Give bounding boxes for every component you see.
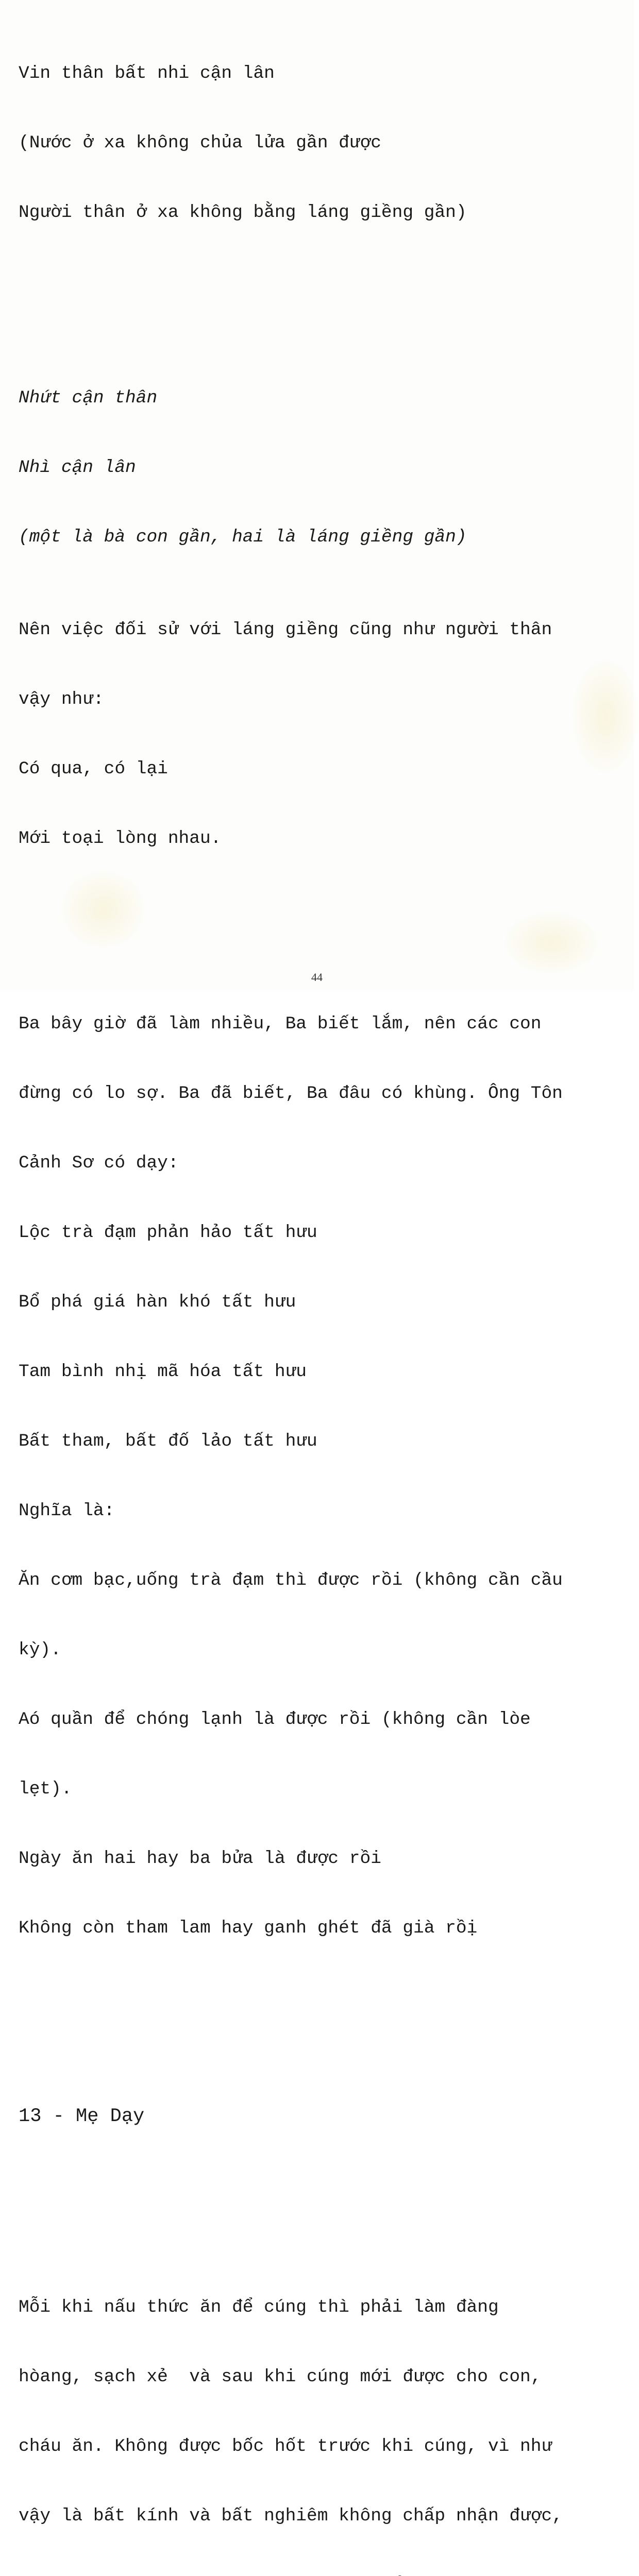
text-line: hòang, sạch xẻ và sau khi cúng mới được cho con,: [19, 2367, 542, 2387]
section-heading: 13 - Mẹ Dạy: [19, 2106, 145, 2127]
paragraph-gap: [19, 2009, 627, 2032]
italic-line: Nhì cận lân: [19, 457, 136, 478]
text-line: Ngày ăn hai hay ba bửa là được rồi: [19, 1849, 381, 1869]
text-line: Ba bây giờ đã làm nhiều, Ba biết lắm, nên các con: [19, 1014, 542, 1034]
text-line: đừng có lo sợ. Ba đã biết, Ba đâu có khùng. Ông Tôn: [19, 1083, 563, 1104]
text-line: (Nước ở xa không chủa lửa gần được: [19, 133, 381, 153]
text-line: [19, 2574, 627, 2576]
text-line: Lộc trà đạm phản hảo tất hưu: [19, 1223, 317, 1243]
text-line: Nên việc đối sử với láng giềng cũng như người thân: [19, 620, 552, 640]
text-line: kỳ).: [19, 1640, 61, 1660]
italic-line: (một là bà con gần, hai là láng giềng gần): [19, 527, 467, 547]
text-line: Vin thân bất nhi cận lân: [19, 63, 275, 83]
text-line: Có qua, có lại: [19, 759, 168, 779]
document-body: [19, 15, 627, 2576]
text-line: vậy là bất kính và bất nghiêm không chấp nhận được,: [19, 2506, 563, 2526]
paragraph-gap: [19, 294, 627, 317]
text-line: Cảnh Sơ có dạy:: [19, 1153, 179, 1173]
text-line: Bổ phá giá hàn khó tất hưu: [19, 1292, 296, 1312]
text-line: vậy như:: [19, 689, 104, 709]
text-line: Tam bình nhị mã hóa tất hưu: [19, 1362, 307, 1382]
text-line: Người thân ở xa không bằng láng giềng gần): [19, 202, 467, 223]
text-line: Nghĩa là:: [19, 1501, 115, 1521]
text-line: Bất tham, bất đố lảo tất hưu: [19, 1431, 317, 1451]
text-line: Ăn cơm bạc,uống trà đạm thì được rồi (không cần cầu: [19, 1570, 563, 1590]
text-line: lẹt).: [19, 1779, 72, 1799]
italic-line: Nhứt cận thân: [19, 388, 158, 408]
text-line: Không còn tham lam hay ganh ghét đã già rồị: [19, 1918, 478, 1938]
paragraph-gap: [19, 920, 627, 943]
text-line: Mỗi khi nấu thức ăn để cúng thì phải làm đàng: [19, 2297, 499, 2317]
text-line: Aó quần để chóng lạnh là được rồi (không cần lòe: [19, 1709, 531, 1730]
text-line: cháu ăn. Không được bốc hốt trước khi cúng, vì như: [19, 2436, 552, 2456]
text-line: Mới toại lòng nhau.: [19, 828, 222, 849]
page-number: 44: [311, 971, 323, 984]
paragraph-gap: [19, 2198, 627, 2226]
